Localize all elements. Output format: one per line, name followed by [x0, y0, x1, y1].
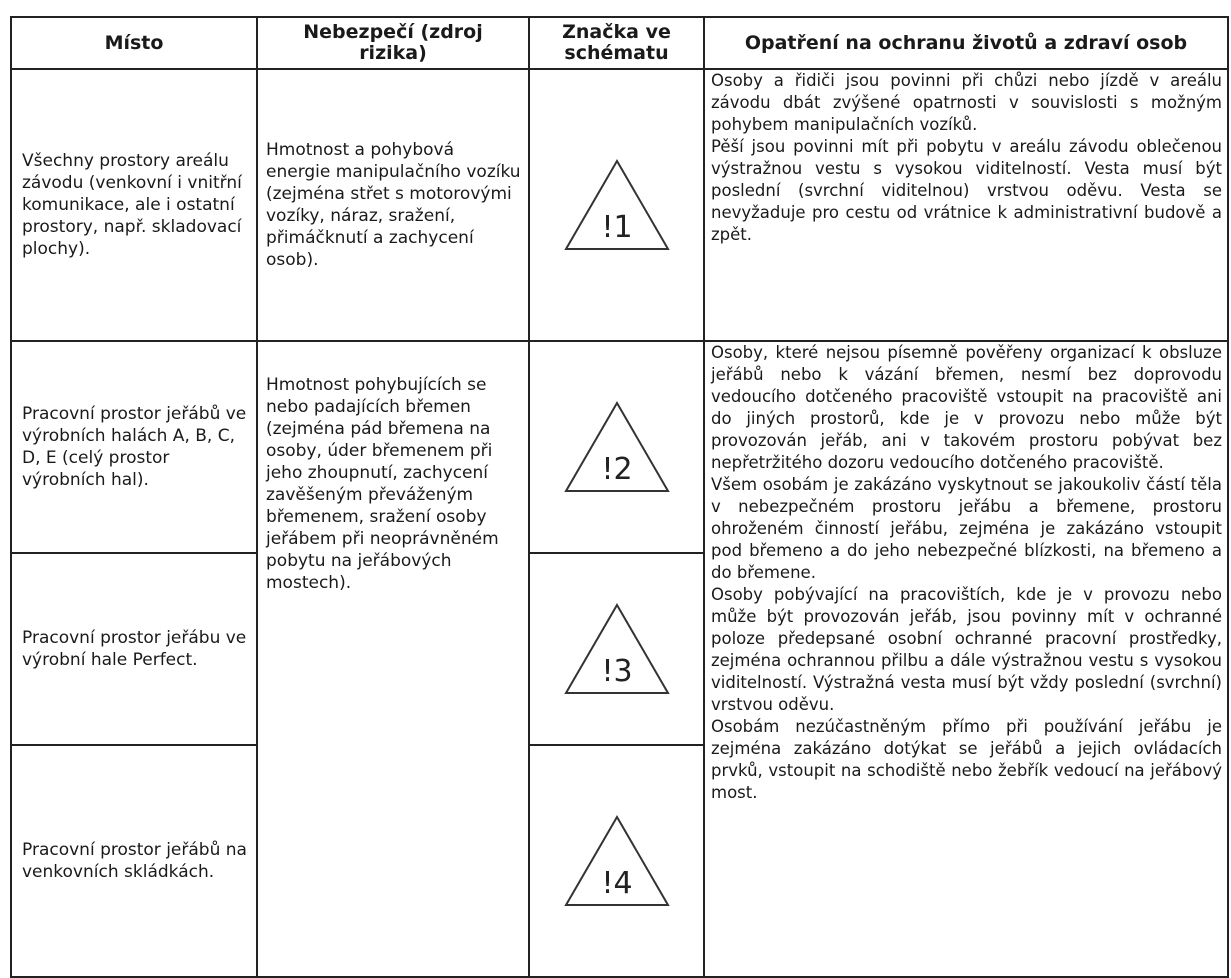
table-row: [11, 341, 1228, 553]
mark-cell: [529, 745, 704, 977]
hazard-cell: Hmotnost a pohybová energie manipulačního vozíku (zejména střet s motorovými vozíky, náraz, sražení, přimáčknutí a zachycení osob).: [257, 69, 529, 341]
measures-cell: [704, 69, 1228, 341]
place-cell: Všechny prostory areálu závodu (venkovní i vnitřní komunikace, ale i ostatní prostory, např. skladovací plochy).: [11, 69, 257, 341]
measures-cell: [704, 341, 1228, 977]
header-mark: Značka ve schématu: [529, 17, 704, 69]
warning-triangle-icon: [562, 399, 672, 495]
measure-paragraph: Osobám nezúčastněným přímo při používání jeřábu je zejména zakázáno dotýkat se jeřábů a jejich ovládacích prvků, vstoupit na schodiště nebo žebřík vedoucí na jeřábový most.: [711, 717, 1222, 802]
warning-triangle-icon: [562, 601, 672, 697]
risk-table: [10, 16, 1229, 978]
mark-label: !1: [600, 210, 633, 245]
mark-cell: [529, 69, 704, 341]
measure-paragraph: Osoby pobývající na pracovištích, kde je v provozu nebo může být provozován jeřáb, jsou povinny mít v ochranné poloze předepsané osobní ochranné pracovní prostředky, zejména ochrannou přilbu a dále výstražnou vestu s vysokou viditelností. Výstražná vesta musí být vždy poslední (svrchní) vrstvou oděvu.: [711, 585, 1222, 714]
measure-paragraph: Pěší jsou povinni mít při pobytu v areálu závodu oblečenou výstražnou vestu s vysokou viditelností. Vesta musí být poslední (svrchní viditelnou) vrstvou oděvu. Vesta se nevyžaduje pro cestu od vrátnice k administrativní budově a zpět.: [711, 137, 1222, 244]
place-cell: Pracovní prostor jeřábů ve výrobních halách A, B, C, D, E (celý prostor výrobních hal).: [11, 341, 257, 553]
hazard-cell: Hmotnost pohybujících se nebo padajících břemen (zejména pád břemena na osoby, úder břemenem při jeho zhoupnutí, zachycení zavěšeným převáženým břemenem, sražení osoby jeřábem při neoprávněném pobytu na jeřábových mostech).: [257, 341, 529, 977]
header-measures: Opatření na ochranu životů a zdraví osob: [704, 17, 1228, 69]
mark-cell: [529, 553, 704, 745]
measure-paragraph: Osoby a řidiči jsou povinni při chůzi nebo jízdě v areálu závodu dbát zvýšené opatrnosti v souvislosti s možným pohybem manipulačních vozíků.: [711, 71, 1222, 134]
header-place: Místo: [11, 17, 257, 69]
header-hazard: Nebezpečí (zdroj rizika): [257, 17, 529, 69]
place-cell: Pracovní prostor jeřábu ve výrobní hale Perfect.: [11, 553, 257, 745]
header-row: [11, 17, 1228, 69]
place-cell: Pracovní prostor jeřábů na venkovních skládkách.: [11, 745, 257, 977]
mark-label: !2: [600, 452, 633, 487]
measure-paragraph: Osoby, které nejsou písemně pověřeny organizací k obsluze jeřábů nebo k vázání břemen, nesmí bez doprovodu vedoucího dotčeného pracoviště vstoupit na pracoviště ani do jiných prostorů, kde je v provozu nebo může být provozován jeřáb, ani v takovém prostoru pobývat bez nepřetržitého dozoru vedoucího dotčeného pracoviště.: [711, 343, 1222, 472]
warning-triangle-icon: [562, 813, 672, 909]
warning-triangle-icon: [562, 157, 672, 253]
mark-label: !3: [600, 654, 633, 689]
mark-cell: [529, 341, 704, 553]
table-row: [11, 69, 1228, 341]
mark-label: !4: [600, 866, 633, 901]
measure-paragraph: Všem osobám je zakázáno vyskytnout se jakoukoliv částí těla v nebezpečném prostoru jeřábu a břemene, prostoru ohroženém činností jeřábu, zejména je zakázáno vstoupit pod břemeno a do jeho nebezpečné blízkosti, na břemeno a do břemene.: [711, 475, 1222, 582]
